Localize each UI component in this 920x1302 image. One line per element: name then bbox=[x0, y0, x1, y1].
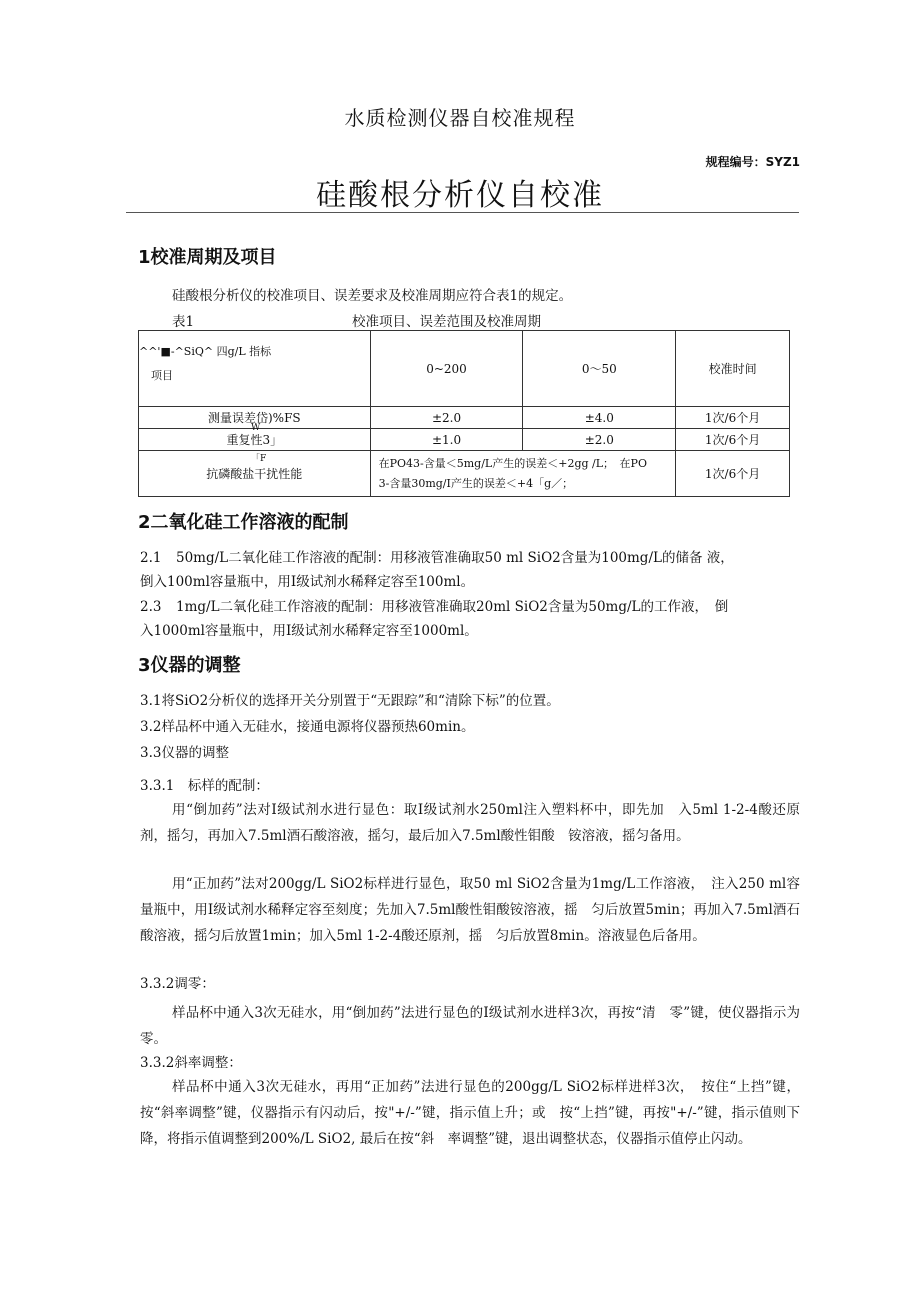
row-value-0-200: ±1.0 bbox=[370, 429, 523, 451]
para-2-1-line-1: 50mg/L二氧化硅工作溶液的配制：用移液管准确取50 ml SiO2含量为100mg/L的储备 液， bbox=[176, 550, 734, 566]
para-2-1-number: 2.1 bbox=[140, 550, 162, 566]
corner-top-label: ^^'■-^SiQ^ 四g/L 指标 bbox=[139, 345, 272, 358]
row-period: 1次/6个月 bbox=[676, 407, 790, 429]
para-3-3-2-slope: 3.3.2斜率调整： bbox=[140, 1055, 242, 1071]
slope-para: 样品杯中通入3次无硅水，再用“正加药”法进行显色的200gg/L SiO2标样进样3次， 按住“上挡”键，按“斜率调整”键，仪器指示有闪动后，按"+/-”键，指示值上升；或 按“上挡”键，再按"+/-”键，指示值则下降，将指示值调整到200%/L SiO2, 最后在按“斜 率调整”键，退出调整状态，仪器指示值停止闪动。 bbox=[140, 1079, 800, 1147]
para-3-1: 3.1将SiO2分析仪的选择开关分别置于“无跟踪”和“清除下标”的位置。 bbox=[140, 693, 560, 709]
para-2-1-line-2: 倒入100ml容量瓶中，用I级试剂水稀释定容至100ml。 bbox=[140, 574, 475, 590]
calibration-table bbox=[138, 330, 790, 497]
regulation-code: 规程编号：SYZ1 bbox=[705, 155, 800, 169]
header-range-0-200: 0~200 bbox=[370, 331, 523, 407]
section-2-heading: 2二氧化硅工作溶液的配制 bbox=[138, 512, 349, 533]
section-1-heading: 1校准周期及项目 bbox=[138, 247, 277, 268]
para-3-3-2-zero: 3.3.2调零： bbox=[140, 976, 215, 992]
row-period: 1次/6个月 bbox=[676, 451, 790, 497]
header-range-0-50: 0～50 bbox=[523, 331, 676, 407]
table-label: 表1 bbox=[172, 314, 195, 330]
row-item-cell bbox=[139, 423, 371, 451]
para-2-3-number: 2.3 bbox=[140, 599, 162, 615]
para-3-3: 3.3仪器的调整 bbox=[140, 745, 229, 761]
title-divider bbox=[126, 212, 799, 213]
row-value-0-200: ±2.0 bbox=[370, 407, 523, 429]
interference-line-2: 3-含量30mg/I产生的误差＜+4「g／； bbox=[378, 476, 574, 490]
table-row bbox=[139, 407, 790, 429]
table-row bbox=[139, 429, 790, 451]
header-calibration-time: 校准时间 bbox=[676, 331, 790, 407]
table-row bbox=[139, 451, 790, 497]
document-title: 水质检测仪器自校准规程 bbox=[344, 106, 576, 130]
table-caption: 校准项目、误差范围及校准周期 bbox=[352, 314, 541, 330]
interference-line-1: 在PO43-含量＜5mg/L产生的误差＜+2gg /L； 在PO bbox=[378, 456, 647, 470]
section-1-intro: 硅酸根分析仪的校准项目、误差要求及校准周期应符合表1的规定。 bbox=[172, 288, 573, 304]
main-title: 硅酸根分析仪自校准 bbox=[316, 178, 604, 213]
row-item-cell bbox=[139, 451, 371, 497]
interference-requirement bbox=[370, 451, 676, 497]
row-period: 1次/6个月 bbox=[676, 429, 790, 451]
row-item-name: 抗磷酸盐干扰性能 bbox=[206, 467, 303, 481]
row-value-0-50: ±4.0 bbox=[523, 407, 676, 429]
table-corner-cell bbox=[139, 331, 371, 407]
section-3-heading: 3仪器的调整 bbox=[138, 655, 241, 676]
corner-bottom-label: 项目 bbox=[151, 369, 173, 382]
row-item-mark: W bbox=[251, 423, 261, 433]
row-item-name: 测量误差岱)%FS bbox=[139, 407, 371, 429]
para-2-3-line-1: 1mg/L二氧化硅工作溶液的配制：用移液管准确取20ml SiO2含量为50mg/L的工作液， 倒 bbox=[176, 599, 729, 615]
para-2-3-line-2: 入1000ml容量瓶中，用I级试剂水稀释定容至1000ml。 bbox=[140, 623, 478, 639]
zero-para: 样品杯中通入3次无硅水，用“倒加药”法进行显色的I级试剂水进样3次，再按“清 零”键，使仪器指示为零。 bbox=[140, 1005, 800, 1047]
standard-prep-para-2: 用“正加药”法对200gg/L SiO2标样进行显色，取50 ml SiO2含量为1mg/L工作溶液， 注入250 ml容量瓶中，用I级试剂水稀释定容至刻度；先加入7.5ml酸性钼酸铵溶液，摇 匀后放置5min；再加入7.5ml酒石酸溶液，摇匀后放置1min；加入5ml 1-2-4酸还原剂，摇 匀后放置8min。溶液显色后备用。 bbox=[140, 876, 800, 944]
standard-prep-para-1: 用“倒加药”法对I级试剂水进行显色：取I级试剂水250ml注入塑料杯中，即先加 入5ml 1-2-4酸还原剂，摇匀，再加入7.5ml酒石酸溶液，摇匀，最后加入7.5ml酸性钼酸 铵溶液，摇匀备用。 bbox=[140, 802, 800, 844]
row-item-name: 重复性3」 bbox=[226, 433, 283, 447]
para-3-2: 3.2样品杯中通入无硅水，接通电源将仪器预热60min。 bbox=[140, 719, 475, 735]
table-header-row bbox=[139, 331, 790, 407]
para-3-3-1: 3.3.1 标样的配制： bbox=[140, 778, 269, 794]
row-item-mark: 「F bbox=[251, 454, 267, 464]
row-value-0-50: ±2.0 bbox=[523, 429, 676, 451]
